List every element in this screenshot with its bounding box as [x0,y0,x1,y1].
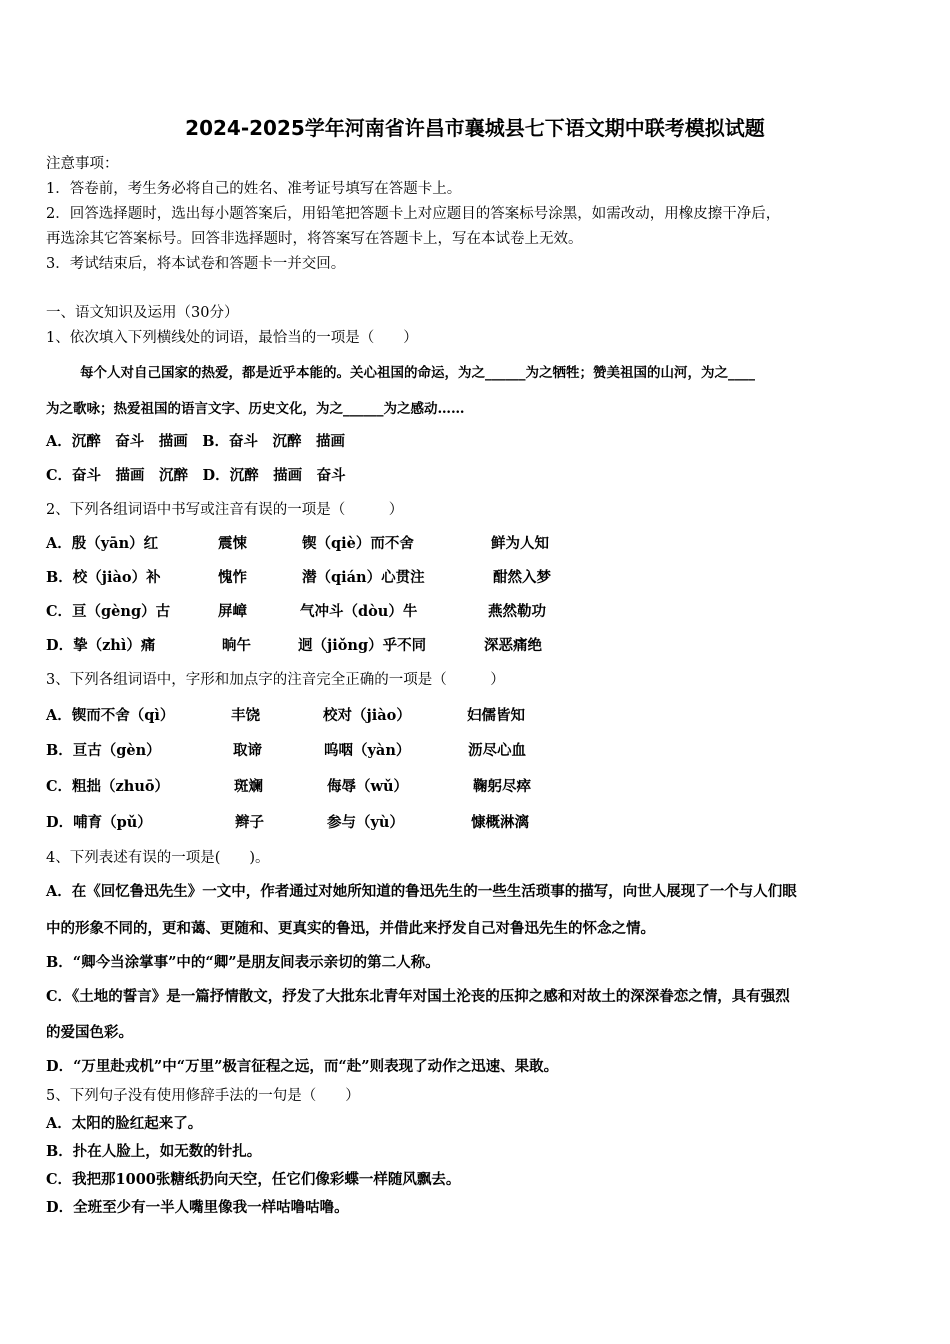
q4-option-a-line-1: A．在《回忆鲁迅先生》一文中，作者通过对她所知道的鲁迅先生的一些生活琐事的描写，向世人展现了一个与人们眼 [46,883,797,900]
q3-option-d-word: 参与（yù） [327,814,404,831]
q2-option-d: D．挚（zhì）痛 [46,637,156,654]
q3-option-b-word: 呜咽（yàn） [324,742,411,759]
question-stem-2: 2、下列各组词语中书写或注音有误的一项是（ ） [46,502,404,518]
q3-option-c-word: 鞠躬尽瘁 [473,778,531,795]
q1-passage-line-2: 为之歌咏；热爱祖国的语言文字、历史文化，为之______为之感动…… [46,401,465,417]
q2-option-c-word: 屏嶂 [218,603,247,620]
q2-option-b-word: 潜（qián）心贯注 [302,569,425,586]
notice-heading: 注意事项： [46,156,119,172]
question-stem-3: 3、下列各组词语中，字形和加点字的注音完全正确的一项是（ ） [46,672,505,688]
q2-option-d-word: 迥（jiǒng）乎不同 [298,637,427,654]
q2-option-a: A．殷（yān）红 [46,535,159,552]
q1-options-cd: C．奋斗 描画 沉醉 D．沉醉 描画 奋斗 [46,467,346,484]
q3-option-b: B．亘古（gèn） [46,742,161,759]
q2-option-b-word: 愧怍 [218,569,247,586]
q3-option-a-word: 校对（jiào） [323,707,411,724]
q2-option-c-word: 燕然勒功 [488,603,546,620]
question-stem-1: 1、依次填入下列横线处的词语，最恰当的一项是（ ） [46,330,418,346]
q1-passage-line-1: 每个人对自己国家的热爱，都是近乎本能的。关心祖国的命运，为之______为之牺牲；赞美祖国的山河，为之____ [80,365,755,381]
q3-option-a-word: 妇儒皆知 [467,707,525,724]
q2-option-c: C．亘（gèng）古 [46,603,171,620]
q2-option-b: B．校（jiào）补 [46,569,161,586]
notice-item: 1．答卷前，考生务必将自己的姓名、准考证号填写在答题卡上。 [46,181,462,197]
q5-option-a: A．太阳的脸红起来了。 [46,1115,203,1132]
q3-option-c-word: 侮辱（wǔ） [327,778,409,795]
q3-option-d-word: 辫子 [235,814,264,831]
q3-option-c: C．粗拙（zhuō） [46,778,170,795]
q4-option-c-line-2: 的爱国色彩。 [46,1024,133,1041]
q2-option-a-word: 鲜为人知 [491,535,549,552]
section-heading: 一、语文知识及运用（30分） [46,305,239,321]
q5-option-b: B．扑在人脸上，如无数的针扎。 [46,1143,262,1160]
q4-option-d: D．“万里赴戎机”中“万里”极言征程之远，而“赴”则表现了动作之迅速、果敢。 [46,1058,559,1075]
q3-option-a: A．锲而不舍（qì） [46,707,175,724]
page-title: 2024-2025学年河南省许昌市襄城县七下语文期中联考模拟试题 [185,116,765,140]
notice-item: 再选涂其它答案标号。回答非选择题时，将答案写在答题卡上，写在本试卷上无效。 [46,231,583,247]
q1-options-ab: A．沉醉 奋斗 描画 B．奋斗 沉醉 描画 [46,433,346,450]
q3-option-b-word: 沥尽心血 [468,742,526,759]
q5-option-d: D．全班至少有一半人嘴里像我一样咕噜咕噜。 [46,1199,349,1216]
q2-option-c-word: 气冲斗（dòu）牛 [300,603,418,620]
q2-option-d-word: 晌午 [222,637,251,654]
q2-option-a-word: 锲（qiè）而不舍 [302,535,414,552]
question-stem-4: 4、下列表述有误的一项是( )。 [46,850,270,866]
q3-option-d-word: 慷概淋漓 [471,814,529,831]
notice-item: 3．考试结束后，将本试卷和答题卡一并交回。 [46,256,346,272]
notice-item: 2．回答选择题时，选出每小题答案后，用铅笔把答题卡上对应题目的答案标号涂黑，如需改动，用橡皮擦干净后， [46,206,781,222]
q2-option-b-word: 酣然入梦 [493,569,551,586]
question-stem-5: 5、下列句子没有使用修辞手法的一句是（ ） [46,1088,360,1104]
q2-option-d-word: 深恶痛绝 [484,637,542,654]
q5-option-c: C．我把那1000张糖纸扔向天空，任它们像彩蝶一样随风飘去。 [46,1171,461,1188]
q4-option-b: B．“卿今当涂掌事”中的“卿”是朋友间表示亲切的第二人称。 [46,954,440,971]
q4-option-a-line-2: 中的形象不同的，更和蔼、更随和、更真实的鲁迅，并借此来抒发自己对鲁迅先生的怀念之情。 [46,920,655,937]
q2-option-a-word: 震悚 [218,535,247,552]
q4-option-c-line-1: C．《土地的誓言》是一篇抒情散文，抒发了大批东北青年对国土沦丧的压抑之感和对故土的深深眷恋之情，具有强烈 [46,988,790,1005]
q3-option-c-word: 斑斓 [234,778,263,795]
q3-option-a-word: 丰饶 [231,707,260,724]
q3-option-d: D．哺育（pǔ） [46,814,152,831]
q3-option-b-word: 取谛 [233,742,262,759]
